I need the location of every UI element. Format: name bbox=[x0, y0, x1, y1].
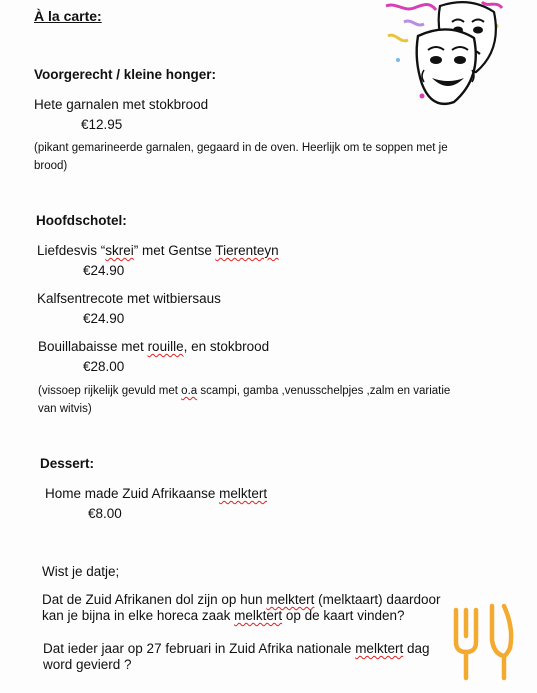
spellcheck-mark: skrei bbox=[105, 243, 134, 258]
spellcheck-mark: o.a bbox=[181, 385, 198, 397]
theater-masks-icon bbox=[378, 0, 508, 112]
dessert-heading: Dessert: bbox=[40, 456, 95, 471]
trivia-p2-line1: Dat ieder jaar op 27 februari in Zuid Afrika nationale melktert dag bbox=[43, 641, 430, 656]
main-item-3-price: €28.00 bbox=[83, 359, 125, 374]
starter-price: €12.95 bbox=[81, 117, 123, 132]
dessert-dish: Home made Zuid Afrikaanse melktert bbox=[45, 486, 268, 501]
fork-knife-logo-icon bbox=[448, 600, 520, 682]
mains-note-line1: (vissoep rijkelijk gevuld met o.a scampi, gamba ,venusschelpjes ,zalm en variatie bbox=[38, 385, 451, 397]
starter-heading: Voorgerecht / kleine honger: bbox=[34, 67, 217, 82]
mains-heading: Hoofdschotel: bbox=[36, 213, 127, 228]
starter-note-line2: brood) bbox=[34, 160, 68, 172]
trivia-heading: Wist je datje; bbox=[42, 564, 120, 579]
spellcheck-mark: Tierenteyn bbox=[215, 243, 279, 258]
spellcheck-mark: rouille bbox=[147, 339, 184, 354]
main-item-2-price: €24.90 bbox=[83, 311, 125, 326]
trivia-p2-line2: word gevierd ? bbox=[43, 657, 132, 672]
main-item-1-dish: Liefdesvis “skrei” met Gentse Tierenteyn bbox=[37, 243, 279, 258]
mains-note-line2: van witvis) bbox=[38, 403, 92, 415]
spellcheck-mark: melktert bbox=[355, 641, 404, 656]
main-item-2-dish: Kalfsentrecote met witbiersaus bbox=[37, 291, 221, 306]
spellcheck-mark: melktert bbox=[234, 608, 283, 623]
starter-dish: Hete garnalen met stokbrood bbox=[34, 97, 209, 112]
trivia-p1-line2: kan je bijna in elke horeca zaak melktert op de kaart vinden? bbox=[42, 608, 405, 623]
dessert-price: €8.00 bbox=[88, 506, 122, 521]
spellcheck-mark: melktert bbox=[219, 486, 268, 501]
trivia-p1-line1: Dat de Zuid Afrikanen dol zijn op hun melktert (melktaart) daardoor bbox=[42, 592, 441, 607]
main-item-3-dish: Bouillabaisse met rouille, en stokbrood bbox=[38, 339, 270, 354]
spellcheck-mark: melktert bbox=[266, 592, 315, 607]
main-item-1-price: €24.90 bbox=[83, 263, 125, 278]
starter-note-line1: (pikant gemarineerde garnalen, gegaard in de oven. Heerlijk om te soppen met je bbox=[34, 142, 448, 154]
menu-title: À la carte: bbox=[34, 8, 102, 24]
